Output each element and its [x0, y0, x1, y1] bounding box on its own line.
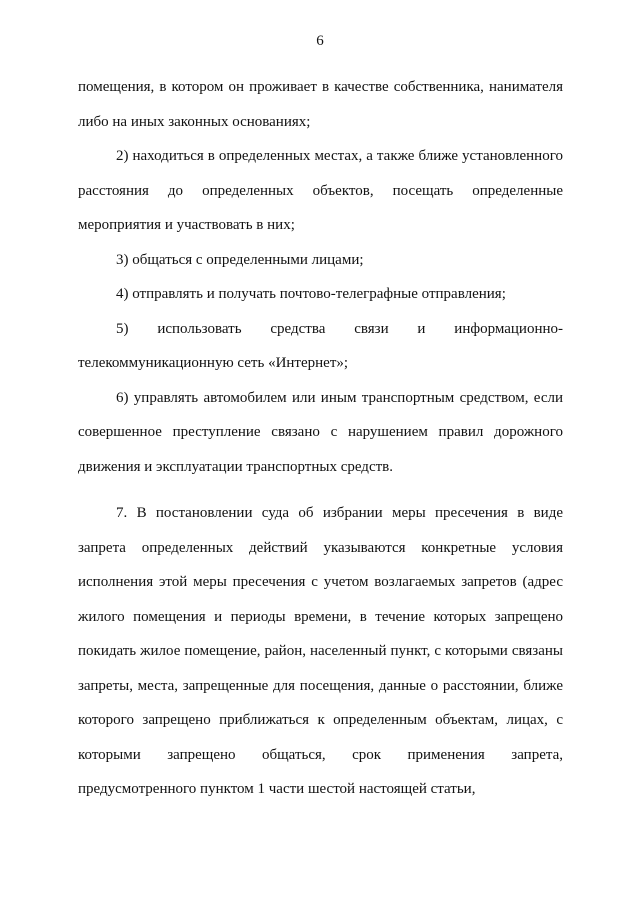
- page-number: 6: [316, 33, 324, 49]
- paragraph-item-4: 4) отправлять и получать почтово-телеграфные отправления;: [116, 286, 506, 302]
- paragraph-item-5: 5) использовать средства связи и информационно-телекоммуникационную сеть «Интернет»;: [78, 320, 563, 371]
- paragraph-item-3: 3) общаться с определенными лицами;: [116, 251, 364, 268]
- paragraph-continuation: помещения, в котором он проживает в качестве собственника, нанимателя либо на иных законных основаниях;: [78, 79, 563, 130]
- document-body: [78, 70, 563, 807]
- paragraph-item-6: 6) управлять автомобилем или иным транспортным средством, если совершенное преступление связано с нарушением правил дорожного движения и эксплуатации транспортных средств.: [78, 389, 563, 475]
- paragraph-section-7: 7. В постановлении суда об избрании меры пресечения в виде запрета определенных действий указываются конкретные условия исполнения этой меры пресечения с учетом возлагаемых запретов (адрес жилого помещения и периоды времени, в течение которых запрещено покидать жилое помещение, район, населенный пункт, с которыми связаны запреты, места, запрещенные для посещения, данные о расстоянии, ближе которого запрещено приближаться к определенным объектам, лицах, с которыми запрещено общаться, срок применения запрета, предусмотренного пунктом 1 части шестой настоящей статьи,: [78, 505, 563, 797]
- paragraph-item-2: 2) находиться в определенных местах, а также ближе установленного расстояния до определенных объектов, посещать определенные мероприятия и участвовать в них;: [78, 148, 563, 233]
